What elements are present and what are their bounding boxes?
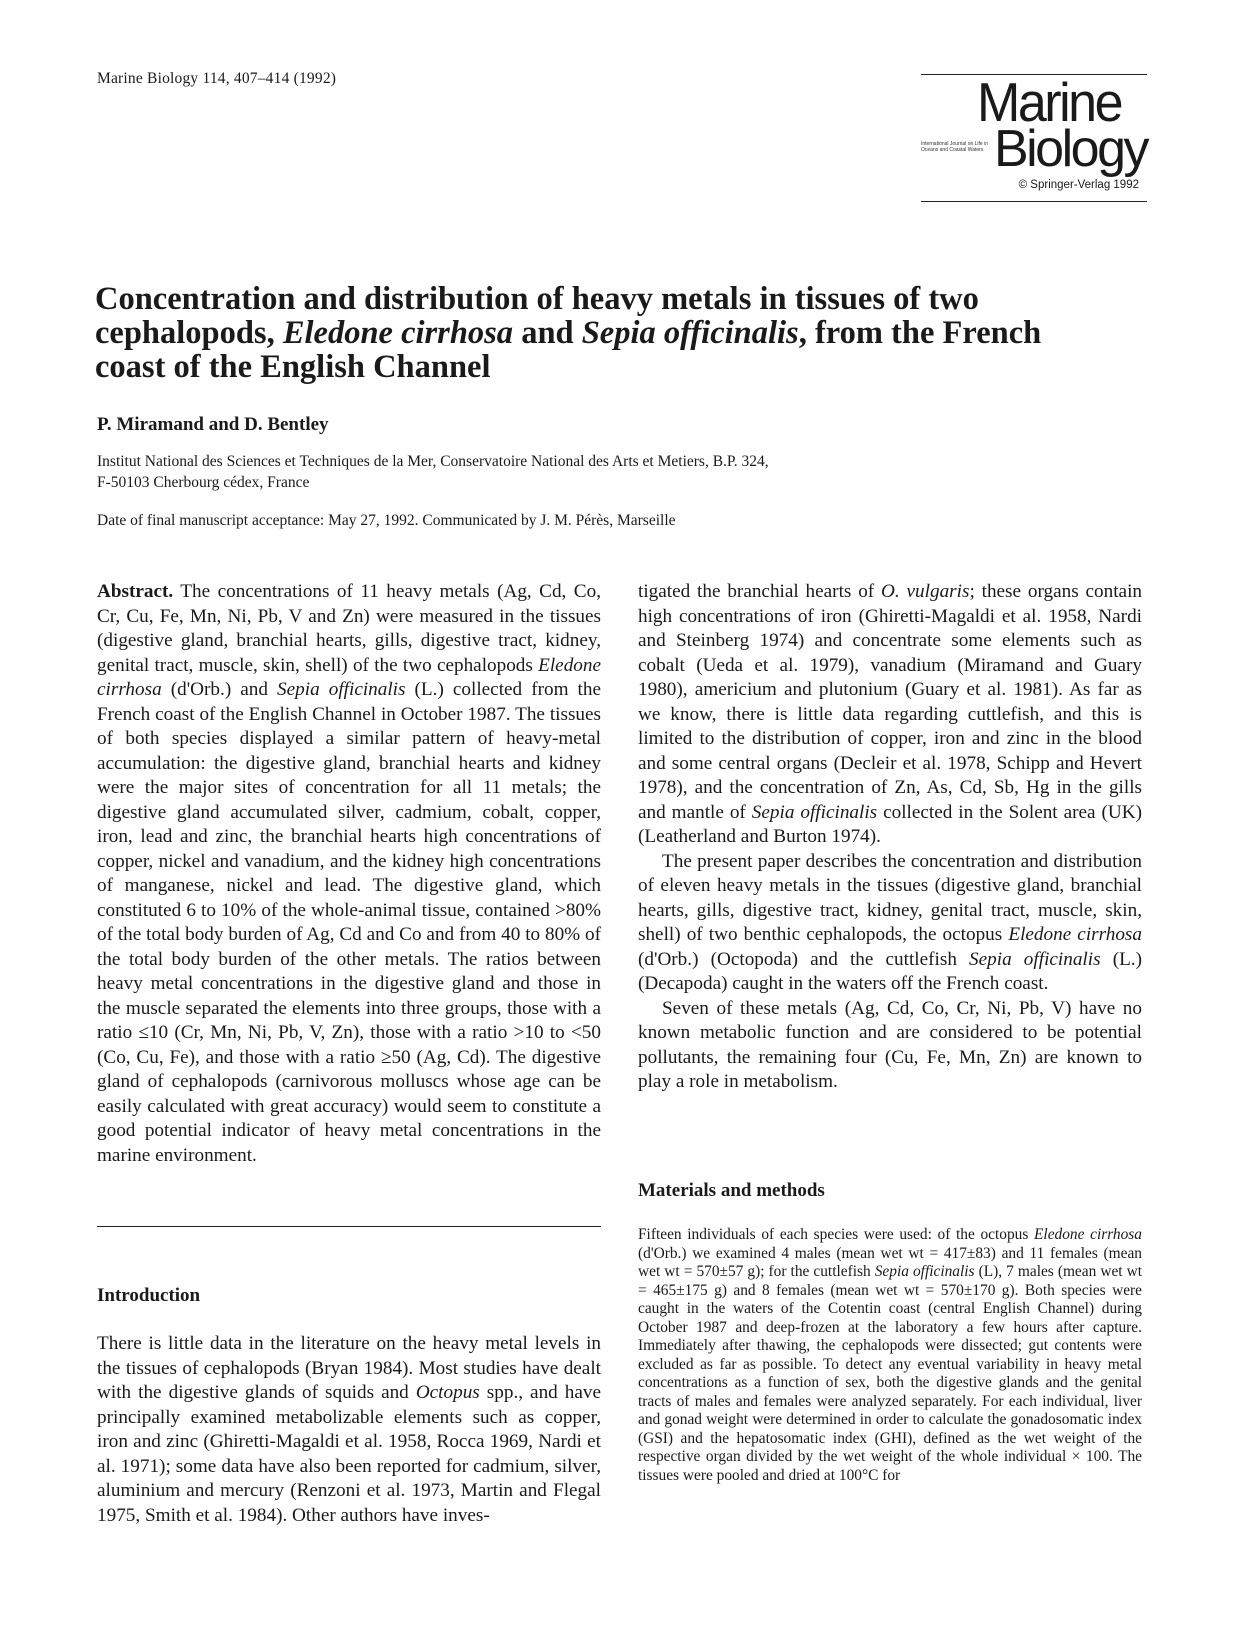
- journal-reference: Marine Biology 114, 407–414 (1992): [97, 70, 337, 87]
- rc-p1-text-2: ; these organs contain high concentrations of iron (Ghiretti-Magaldi et al. 1958, Nardi and Steinberg 1974) and concentrate some elements such as cobalt (Ueda et al. 1979), vanadium (Miramand and Guary 1980), americium and plutonium (Guary et al. 1981). As far as we know, there is little data regarding cuttlefish, and this is limited to the distribution of copper, iron and zinc in the blood and some central organs (Decleir et al. 1978, Schipp and Hevert 1978), and the concentration of Zn, As, Cd, Sb, Hg in the gills and mantle of: [638, 581, 1142, 823]
- title-text-1: Concentration and distribution of heavy metals in tissues of two cephalopods,: [95, 281, 979, 351]
- abstract-text-1: The concentrations of 11 heavy metals (Ag, Cd, Co, Cr, Cu, Fe, Mn, Ni, Pb, V and Zn) were measured in the tissues (digestive gland, branchial hearts, gills, digestive tract, kidney, genital tract, muscle, skin, shell) of the two cephalopods: [97, 581, 601, 676]
- methods-heading: Materials and methods: [638, 1180, 825, 1201]
- rc-p2-species-1: Eledone cirrhosa: [1008, 924, 1142, 945]
- methods-text-3: (L), 7 males (mean wet wt = 465±175 g) and 8 females (mean wet wt = 570±170 g). Both species were caught in the waters of the Cotentin coast (central English Channel) during October 1987 and deep-frozen at the laboratory a few hours after capture. Immediately after thawing, the cephalopods were dissected; gut contents were excluded as far as possible. To detect any eventual variability in heavy metal concentrations as a function of sex, both the digestive glands and the genital tracts of males and females were analyzed separately. For each individual, liver and gonad weight were determined in order to calculate the gonadosomatic index (GSI) and the hepatosomatic index (GHI), defined as the wet weight of the respective organ divided by the wet weight of the whole individual × 100. The tissues were pooled and dried at 100°C for: [638, 1263, 1142, 1484]
- abstract-species-2: Sepia officinalis: [277, 679, 406, 700]
- methods-species-1: Eledone cirrhosa: [1034, 1226, 1142, 1243]
- rc-p1-text-3: collected in the Solent area (UK) (Leatherland and Burton 1974).: [638, 801, 1142, 847]
- logo-word-biology: Biology: [993, 120, 1147, 178]
- journal-logo: [921, 74, 1147, 202]
- rc-p3: Seven of these metals (Ag, Cd, Co, Cr, Ni, Pb, V) have no known metabolic function and are considered to be potential pollutants, the remaining four (Cu, Fe, Mn, Zn) are known to play a role in metabolism.: [638, 997, 1142, 1092]
- abstract-divider: [97, 1226, 601, 1227]
- rc-p2-text-2: (d'Orb.) (Octopoda) and the cuttlefish: [638, 948, 970, 970]
- introduction-text: [97, 1332, 601, 1528]
- intro-text-2: spp., and have principally examined metabolizable elements such as copper, iron and zinc (Ghiretti-Magaldi et al. 1958, Rocca 1969, Nardi et al. 1971); some data have also been reported for cadmium, silver, aluminium and mercury (Renzoni et al. 1973, Martin and Flegal 1975, Smith et al. 1984). Other authors have inves-: [97, 1382, 601, 1526]
- rc-p2-text-1: The present paper describes the concentration and distribution of eleven heavy metals in the tissues (digestive gland, branchial hearts, gills, digestive tract, kidney, genital tract, muscle, skin, shell) of two benthic cephalopods, the octopus: [638, 850, 1142, 945]
- copyright-notice: © Springer-Verlag 1992: [1018, 179, 1139, 191]
- rc-p2-species-2: Sepia officinalis: [969, 948, 1101, 970]
- logo-tagline: International Journal on Life in Oceans and Coastal Waters: [921, 141, 988, 153]
- rc-p1-species-2: Sepia officinalis: [751, 801, 878, 823]
- title-species-2: Sepia officinalis: [581, 315, 799, 351]
- authors: P. Miramand and D. Bentley: [97, 414, 329, 435]
- logo-word-marine: Marine: [977, 72, 1121, 134]
- article-title: [95, 282, 1055, 384]
- introduction-heading: Introduction: [97, 1285, 201, 1306]
- rc-p1-text-1: tigated the branchial hearts of: [638, 581, 882, 602]
- methods-text: [638, 1226, 1142, 1485]
- methods-species-2: Sepia officinalis: [874, 1263, 975, 1280]
- abstract-species-1: Eledone cirrhosa: [97, 654, 601, 700]
- affiliation: [97, 451, 997, 493]
- abstract-text-2: (d'Orb.) and: [161, 679, 278, 700]
- introduction-continued: [638, 580, 1142, 1095]
- rc-p2-text-3: (L.) (Decapoda) caught in the waters off the French coast.: [638, 948, 1142, 994]
- title-text-2: , from the French coast of the English Channel: [95, 315, 1042, 385]
- affiliation-line-2: F-50103 Cherbourg cédex, France: [97, 474, 310, 491]
- abstract: [97, 580, 601, 1168]
- intro-text-1: There is little data in the literature on the heavy metal levels in the tissues of cephalopods (Bryan 1984). Most studies have dealt with the digestive glands of squids and: [97, 1333, 601, 1403]
- methods-text-2: (d'Orb.) we examined 4 males (mean wet wt = 417±83) and 11 females (mean wet wt = 570±57 g); for the cuttlefish: [638, 1244, 1142, 1280]
- abstract-text-3: (L.) collected from the French coast of the English Channel in October 1987. The tissues of both species displayed a similar pattern of heavy-metal accumulation: the digestive gland, branchial hearts and kidney were the major sites of concentration for all 11 metals; the digestive gland accumulated silver, cadmium, cobalt, copper, iron, lead and zinc, the branchial hearts high concentrations of copper, nickel and vanadium, and the kidney high concentrations of manganese, nickel and lead. The digestive gland, which constituted 6 to 10% of the whole-animal tissue, contained >80% of the total body burden of Ag, Cd and Co and from 40 to 80% of the total body burden of the other metals. The ratios between heavy metal concentrations in the digestive gland and those in the muscle separated the elements into three groups, those with a ratio ≤10 (Cr, Mn, Ni, Pb, V, Zn), those with a ratio >10 to <50 (Co, Cu, Fe), and those with a ratio ≥50 (Ag, Cd). The digestive gland of cephalopods (carnivorous molluscs whose age can be easily calculated with great accuracy) would seem to constitute a good potential indicator of heavy metal concentrations in the marine environment.: [97, 679, 601, 1166]
- title-text-and: and: [513, 315, 582, 351]
- manuscript-dates: Date of final manuscript acceptance: May 27, 1992. Communicated by J. M. Pérès, Marseille: [97, 512, 676, 529]
- affiliation-line-1: Institut National des Sciences et Techniques de la Mer, Conservatoire National des Arts et Metiers, B.P. 324,: [97, 453, 769, 470]
- rc-p1-species: O. vulgaris: [881, 581, 970, 602]
- methods-text-1: Fifteen individuals of each species were used: of the octopus: [638, 1226, 1035, 1243]
- abstract-label: Abstract.: [97, 581, 174, 602]
- title-species-1: Eledone cirrhosa: [282, 315, 514, 351]
- intro-genus: Octopus: [415, 1382, 480, 1403]
